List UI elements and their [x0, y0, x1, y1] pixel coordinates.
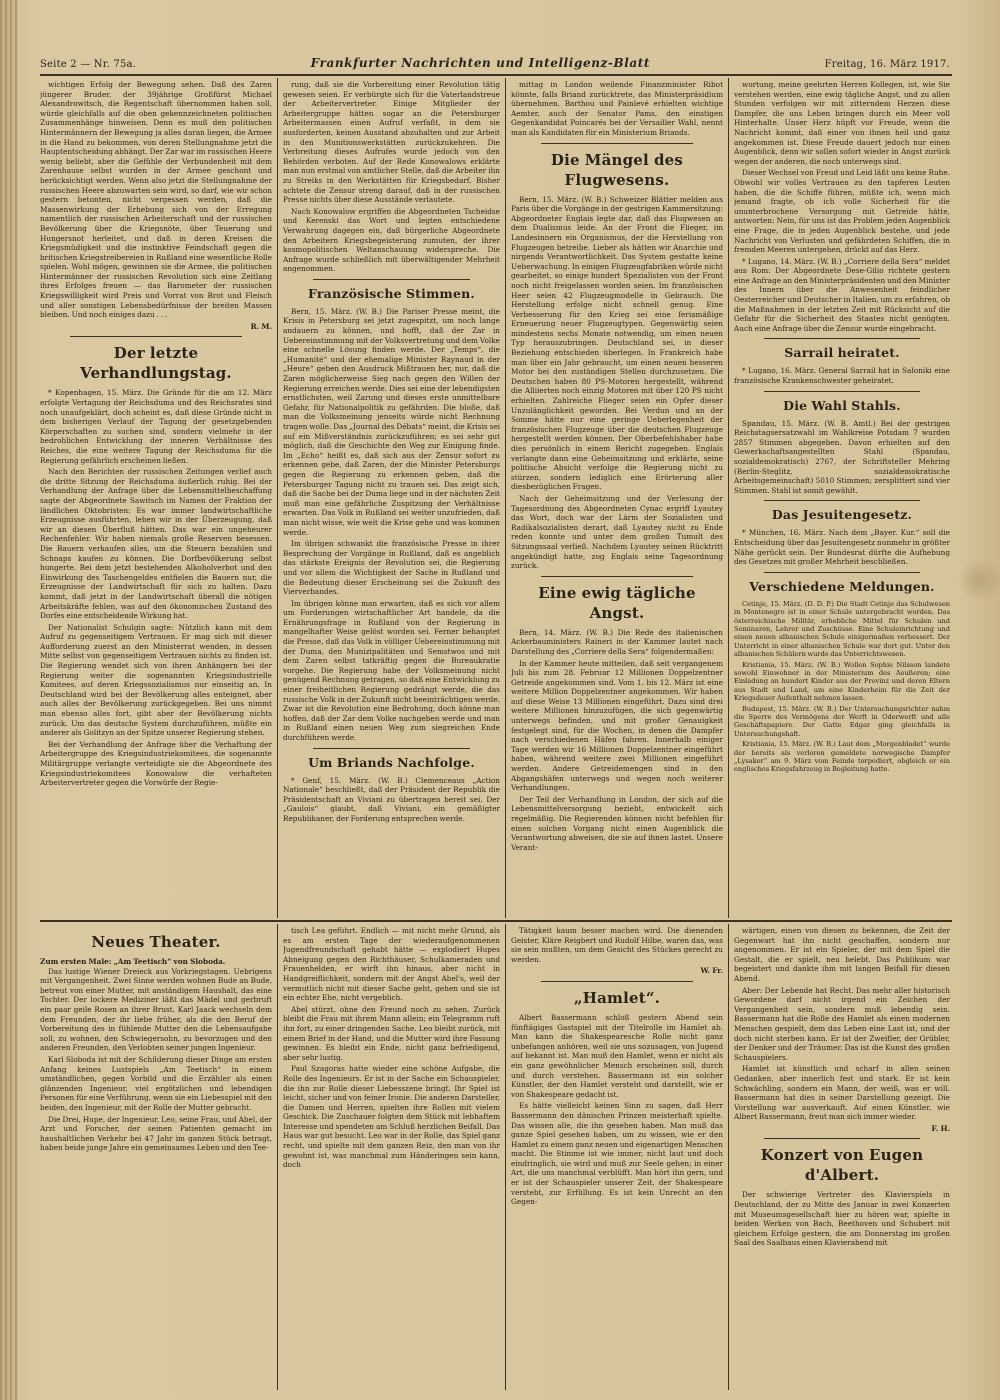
article-paragraph: * Genf, 15. März. (W. B.) Clemenceaus „Action Nationale“ beschließt, daß der Präsident der Republik die Präsidentschaft an Viviani zu übertragen bereit sei. Der „Gaulois“ glaubt, daß Viviani, ein gemäßigter Republikaner, der Forderung entsprechen werde.	[283, 775, 500, 823]
column-3	[511, 80, 723, 918]
masthead-rule	[40, 74, 952, 76]
article-paragraph: In der Kammer heute mitteilen, daß seit vergangenem Juli bis zum 28. Februar 12 Millionen Doppelzentner Getreide angekommen sind. Vom 1. bis 12. März ist eine weitere Million Doppelzentner angekommen. Wir haben auf diese Weise 13 Millionen eingeführt. Dazu sind drei weitere Millionen hinzuzufügen, die sich gegenwärtig unterwegs befinden, und mit großer Genauigkeit festgelegt sind, für die Wochen, in denen die Dampfer nach verschiedenen Häfen fahren. Innerhalb einiger Tage werden wir 16 Millionen Doppelzentner eingeführt haben, während weitere zwei Millionen eingeführt werden. Andere Getreidemengen sind in den Abgangshäfen unterwegs und wegen noch weiterer Verhandlungen.	[511, 658, 723, 793]
article-paragraph: * Lugano, 14. März. (W. B.) „Corriere della Sera“ meldet aus Rom: Der Abgeordnete Dese-Gilio richtete gestern eine Anfrage an den Ministerpräsidenten und den Minister des Innern über die Anwesenheit feindlicher Oesterreicher und Deutscher in Italien, um zu erfahren, ob die Maßnahmen in der letzten Zeit mit Rücksicht auf die Gefahr für die Sicherheit des Staates nicht genügten. Auch eine Anfrage über die Zensur wurde eingebracht.	[734, 256, 950, 333]
article-paragraph: mittag in London weilende Finanzminister Ribot könnte, falls Briand zurücktrete, das Ministerpräsidium übernehmen. Barthou und Painlevé erhielten wichtige Aemter, auch der Senator Pams, den einstigen Gegenkandidat Poincarés bei der Versailler Wahl, nennt man als Kandidaten für ein Ministerium Briands.	[511, 80, 723, 137]
article-paragraph: Spandau, 15. März. (W. B. Amtl.) Bei der gestrigen Reichstagsersatzwahl im Wahlkreise Potsdam 7 wurden 2857 Stimmen abgegeben. Davon erhielten auf den Gewerkschaftsangestellten Stahl (Spandau, sozialdemokratisch) 2767, der Schriftsteller Mehring (Berlin-Steglitz, sozialdemokratische Arbeitsgemeinschaft) 5010 Stimmen; zersplittert sind vier Stimmen. Stahl ist somit gewählt.	[734, 418, 950, 495]
article-divider	[764, 1138, 920, 1139]
article-divider	[764, 572, 920, 573]
article-paragraph: Bern, 15. März. (W. B.) Schweizer Blätter melden aus Paris über die Vorgänge in der gestrigen Kammersitzung: Abgeordneter Englais legte dar, daß das Flugwesen an dem Dualismus leide. An der Front die Flieger, im Landesinnern ein Organismus, der die Herstellung von Flugzeugen betreibe. Lieber als hätten wir Anarchie und nirgends Verantwortlichkeit. Das System gestatte keine Ueberwachung. In einigen Flugzeugfabriken würde nicht gearbeitet, so einige hundert Spezialisten von der Front noch nicht freigelassen worden seien. Im französischen Heer seien 42 Flugzeugmodelle in Gebrauch. Die Herstellung erfolge nicht schnell genug. Eine Verbesserung für den Krieg sei eine feriamäßige Erneuerung neuer Flugzeugtypen. Gegenwärtig seien mindestens sechs Monate notwendig, um einen neuen Typ herauszubringen. Deutschland sei, in dieser Beziehung entschieden überlegen. In Frankreich habe man über ein Jahr gebraucht, um einen neuen besseren Motor bei den zuständigen Stellen durchzusetzen. Die Deutschen haben 80 PS-Motoren hergestellt, während die Alliierten noch einzig Motoren mit über 120 PS nicht erhielten. Zahlreiche Flieger seien ein Opfer dieser Unzulänglichkeit geworden. Bei Verdun und an der Somme hätte nur eine geringe Ueberlegenheit der französischen Flugzeuge über die deutschen Flugzeuge hergestellt werden können. Der Oberbefehlshaber habe dies persönlich in einem Bericht zugegeben. Englais verlangte dann eine Geheimsitzung und erklärte, seine politische Absicht verfolge die Regierung nicht zu stürzen, sondern lediglich eine Erörterung aller diesbezüglichen Fragen.	[511, 194, 723, 492]
page-number: Seite 2 — Nr. 75a.	[40, 59, 137, 70]
article-paragraph: Cetinje, 15. März. (D. D. P.) Die Stadt Cetinje das Schulwesen in Montenegro ist in einer Schule untergebracht worden. Das österreichische Militär, erhebliche Mittel für Schulen und Seminaren, Lehrer und Zuschüsse. Eine Schuleinrichtung und einen neuen albanischen Schule einigermaßen verbessert. Der Unterricht in einer albanischen Schule war dort gut. Unter den albanischen Schülern wurde das Unterrichtswesen.	[734, 599, 950, 659]
article-paragraph: Hamlet ist künstlich und scharf in allen seinen Gedanken, aber innerlich fest und stark. Er ist kein Schwächling, sondern ein Mann, der weiß, was er will. Bassermann hat dies in seiner Darstellung gezeigt. Die Vorstellung war ausverkauft. Auf einen Künstler, wie Albert Bassermann, freut man sich immer wieder.	[734, 1064, 950, 1122]
article-headline: Die Mängel des Flugwesens.	[550, 150, 684, 189]
article-paragraph: Albert Bassermann schloß gestern Abend sein fünftägiges Gastspiel mit der Titelrolle im Hamlet ab. Man kann die Shakespearesche Rolle nicht ganz unbefangen anhören, weil sie uns sozusagen, von Jugend auf bekannt ist. Man muß den Hamlet, wenn er nicht als ein ganz gewöhnlicher Mensch erscheinen soll, durch und durch verstehen. Bassermann ist ein solcher Künstler, der den Hamlet versteht und darstellt, wie er von Shakespeare gedacht ist.	[511, 1012, 723, 1099]
column-rule	[728, 78, 729, 918]
column-2	[283, 80, 500, 918]
article-divider	[764, 500, 920, 501]
column-1	[40, 80, 272, 918]
article-headline: Der letzte Verhandlungstag.	[80, 344, 232, 383]
column-4	[734, 80, 950, 918]
article-paragraph: rung, daß sie die Vorbereitung einer Revolution tätig gewesen seien. Er verbürgte sich für die Vaterlandstreue der Arbeitervertreter. Einige Mitglieder der Arbeitergruppe hätten sogar an die Petersburger Arbeitermassen einen Aufruf verfaßt, in dem sie ausforderten, keinen Ausstand abzuhalten und zur Arbeit in den Munitionswerkstätten zurückzukehren. Die Verbreitung dieses Aufrufes wurde jedoch von den Behörden verboten. Auf der Rede Konowalows erklärte man nun erstmal von amtlicher Stelle, daß die Arbeiter ihn zu Streiks in den Werkstätten für Kriegsbedarf. Bisher achtete die Zensur streng darauf, daß in der russischen Presse nichts über diese Ausstände verlautete.	[283, 80, 500, 205]
article-divider	[70, 336, 242, 337]
article-paragraph: Nach den Berichten der russischen Zeitungen verlief auch die dritte Sitzung der Reichsduma äußerlich ruhig. Bei der Verhandlung der Anfrage über die Lebensmittelbeschaffung sagte der Abgeordnete Sawitsch im Namen der Fraktion der ländlichen Oktobristen: Es war immer landwirtschaftliche Erzeugnisse ausführten, leben wir in der Überzeugung, daß wir an diesen Überfluß hätten. Das war ein ungeheurer Rechenfehler. Wir haben niemals große Reserven besessen. Die Bauern verkaufen alles, um die Steuern bezahlen und Schnaps kaufen zu können. Die Dorfbevölkerung selbst hungerte. Bei dem jetzt bestehenden Alkoholverbot und den Einwirkung des Taschengeldes entfielen die Bauern nur, die Erzeugnisse der Landwirtschaft für sich zu halten. Dazu kommt, daß jetzt in der Landwirtschaft überall die nötigen Arbeitskräfte fehlen, was auf den ökonomischen Zustand des Dorfes eine entscheidende Wirkung hat.	[40, 467, 272, 621]
article-paragraph: Bern, 15. März. (W. B.) Die Pariser Presse meint, die Krisis in Petersburg sei jetzt zugespitzt, um noch lange andauern zu können, und hofft, daß der Zar in Uebereinstimmung mit der Volksvertretung und dem Volke eine schnelle Lösung finden werde. Der „Temps“, die „Humanité“ und der ehemalige Minister Raynaud in der „Heure“ geben den Ausdruck Mißtrauen her, nur, daß die Zaren möglicherweise Sieg nach gegen den Willen der Regierung erreichen werde. Dies sei eine der lebendigsten ernstlichsten, weil Zarung und dieses erste unmittelbare Gefahr, für Nationalpolitik zu gefährden. Die bloße, daß man die Volksmeinung jenseits würde nicht Rechnung tragen wolle. Das „Journal des Débats“ meint, die Krisis sei auf ein Mißverständnis zurückzuführen; es sei sehr gut möglich, daß die Geschichte den Weg zur Einigung finde. Im „Echo“ heißt es, daß sich aus der Zensur sofort zu erkennen gebe, daß Zaren, der die Minister Petersburgs gegen die Regierung zu erkennen geben, daß die Petersburger Tagung nicht zu trauen sei. Das zeigt sich, daß die Sache bei der Duma liege und in der nächsten Zeit muß man eine gefährliche Zuspitzung der Verhältnisse erwarten. Das Volk in Rußland sei weiter unzufrieden, daß man nicht wisse, wie weit die Krise gehe und was kommen werde.	[283, 306, 500, 537]
column-rule	[277, 78, 278, 918]
issue-date: Freitag, 16. März 1917.	[824, 59, 950, 70]
binding-spine	[0, 0, 18, 1400]
article-paragraph: tisch Lea geführt. Endlich — mit nicht mehr Grund, als es am ersten Tage der wiederaufgenommenen Jugendfreundschaft gehabt hätte — explodiert Hupes Abneigung gegen den Richthäuser, Schulkameraden und Frauenhelden, er wirft ihn hinaus, aber nicht in Handgreiflichkeit, sondern mit der Angst Abel's, weil der vermutlich nicht mit dieser Sache geht, gehen und sie ist ein echter Ehe, nicht vergeblich.	[283, 926, 500, 1003]
feuilleton-column-4	[734, 926, 950, 1390]
article-paragraph: Kristiania, 15. März. (W. B.) Laut dem „Morgenbladet“ wurde der bereits als verloren gemeldete norwegische Dampfer „Lysaker“ am 9. März vom Feinde torpediert, obgleich er ein englisches Kriegsfahrzeug in Begleitung hatte.	[734, 740, 950, 774]
article-divider	[764, 338, 920, 339]
masthead	[40, 56, 950, 72]
feuilleton-column-1	[40, 926, 272, 1390]
article-paragraph: Im übrigen schwankt die französische Presse in ihrer Besprechung der Vorgänge in Rußland, daß es angeblich das stärkste Ereignis der Revolution sei, die Regierung und vor allem die Wichtigkeit der Sache in Rußland und die Bedeutung dieser Erscheinung sei die Zukunft des Vierverbandes.	[283, 539, 500, 597]
article-paragraph: Karl Sloboda ist mit der Schilderung dieser Dinge am ersten Anfang keines Lustspiels „Am Teetisch“ in einem umständlichen, gegen Vorbild und die Erzähler als einen glänzenden Ingenieur, viel ergötzlichen und lebendigen Personen für eine Verführung, wenn sie ein Liebesspiel mit den beiden, den Ingenieur, mit der Rolle der Mutter gebracht.	[40, 1054, 272, 1112]
article-paragraph: Der Teil der Verhandlung in London, der sich auf die Lebensmittelversorgung bezieht, entwickelt sich regelmäßig. Die Regierenden können nicht befehlen für einen solchen Vorgang nicht einen Augenblick die Verantwortung abweisen, die sie auf ihnen lastet. Unsere Verant-	[511, 794, 723, 852]
article-headline: „Hamlet“.	[573, 988, 661, 1007]
article-paragraph: Es hätte vielleicht keinen Sinn zu sagen, daß Herr Bassermann den dänischen Prinzen meisterhaft spielte. Das wissen alle, die ihn gesehen haben. Man muß das ganze Spiel gesehen haben, um zu wissen, wie er den Hamlet zu einem ganz neuen und eigenartigen Menschen macht. Die Stimme ist wie immer, nicht laut und doch eindringlich, sie wird und muß zur Seele gehen; in einer Art, die uns manchmal verblüfft. Man hört ihn gern, und er ist der Schauspieler unserer Zeit, der Shakespeare versteht, zur Erfüllung. Es ist kein Unrecht an den Gegen-	[511, 1101, 723, 1207]
column-rule	[277, 924, 278, 1390]
feuilleton-column-2	[283, 926, 500, 1390]
article-paragraph: Aber: Der Lebende hat Recht. Das mehr aller historisch Gewordene darf nicht irgend ein Zeichen der Vergangenheit sein, sondern muß lebendig sein. Bassermann hat die Rolle des Hamlet als einen modernen Menschen gespielt, dem das Leben eine Last ist, und der doch nicht sterben kann. Er ist der Zweifler, der Grübler, der Denker und der Träumer. Das ist die Kunst des großen Schauspielers.	[734, 985, 950, 1062]
article-divider	[313, 748, 470, 749]
author-signature: W. Fr.	[700, 966, 723, 976]
article-paragraph: Dieser Wechsel von Freud und Leid läßt uns keine Ruhe. Obwohl wir volles Vertrauen zu den tapferen Leuten haben, die die Schiffe führen, müßte ich, wenn mich jemand fragte, ob ich volle Sicherheit für die ununterbrochene Versorgung mit Getreide hätte, antworten: Nein, für uns ist das Problem jeden Augenblick eine Frage, die in jeden Augenblick bestehe, und jede Nachricht von Verlusten und gefährdeten Schiffen, die in fremden Meeren untergehen, drückt auf das Herz.	[734, 168, 950, 255]
article-headline: Verschiedene Meldungen.	[749, 578, 935, 594]
newspaper-title: Frankfurter Nachrichten und Intelligenz-Blatt	[310, 56, 651, 70]
article-headline: Französische Stimmen.	[308, 285, 475, 301]
article-headline: Das Jesuitengesetz.	[771, 507, 913, 523]
article-paragraph: wortung, meine geehrten Herren Kollegen, ist, wie Sie verstehen werden, eine ewig tägliche Angst, und zu allen Stunden verfolgen wir mit zitterndem Herzen diese Dampfer, die uns Leben bringen durch ein Meer voll Hinterhalte. Unser Herz hüpft vor Freude, wenn die Nachricht kommt, daß einer von ihnen heil und ganz angekommen ist. Diese Freude dauert jedoch nur einen Augenblick, denn wir sollen sofort wieder in Angst zurück wegen der anderen, die noch unterwegs sind.	[734, 80, 950, 166]
article-paragraph: * Kopenhagen, 15. März. Die Gründe für die am 12. März erfolgte Vertagung der Reichsduma und des Reichsrates sind noch unaufgeklärt, doch scheint es, daß diese Gründe nicht in dem bisherigen Verlauf der Tagung der gesetzgebenden Körperschaften zu suchen sind, sondern vielmehr in der bedrohlichen Entwicklung der inneren Verhältnisse des Reiches, die eine weitere Tagung der Reichsduma für die Regierung gefährlich erscheinen ließen.	[40, 388, 272, 465]
article-headline: Eine ewig tägliche Angst.	[538, 583, 696, 622]
article-paragraph: * München, 16. März. Nach dem „Bayer. Kur.“ soll die Entscheidung über das Jesuitengesetz nunmehr in größter Nähe gerückt sein. Der Bundesrat dürfte die Aufhebung des Gesetzes mit großer Mehrheit beschließen.	[734, 528, 950, 567]
column-rule	[505, 924, 506, 1390]
article-paragraph: wärtigen, einen von diesen zu bekennen, die Zeit der Gegenwart hat ihn nicht geschaffen, sondern nur angenommen. Er ist ein Spieler, der mit dem Spiel die Gestalt, die er spielt, neu belebt. Das Publikum war begeistert und dankte ihm mit langen Beifall für diesen Abend.	[734, 926, 950, 983]
article-paragraph: Tätigkeit kaum besser machen wird. Die dienenden Geister, Kläre Reigbert und Rudolf Hilbe, waren das, was sie sein mußten, um dem Gesicht des Stückes gerecht zu werden.	[511, 926, 723, 964]
article-paragraph: Abel stürzt, ohne den Freund noch zu sehen. Zurück bleibt die Frau mit ihrem Mann allein; ein Telegramm ruft ihn fort, zu einer dringenden Sache. Leo bleibt zurück, mit einem Brief in der Hand, und die Mutter wird ihre Fassung gewinnen. Es bleibt ein Ende, nicht ganz befriedigend, aber sehr lustig.	[283, 1004, 500, 1062]
article-paragraph: Bern, 14. März. (W. B.) Die Rede des italienischen Ackerbauministers Raineri in der Kammer lautet nach Darstellung des „Corriere della Sera“ folgendermaßen:	[511, 627, 723, 656]
article-paragraph: Bei der Verhandlung der Anfrage über die Verhaftung der Arbeitergruppe des Kriegsindustriekomitees, die sogenannte Militärgruppe verlangte verteidigte sie die Abgeordnete des Kriegsindustriekomitees Konowalow die verhafteten Arbeitervertreter gegen die Vorwürfe der Regie-	[40, 739, 272, 788]
article-headline: Sarrail heiratet.	[784, 345, 900, 361]
article-paragraph: Der schwierige Vertreter des Klavierspiels in Deutschland, der zu Mitte des Januar in zwei Konzerten mit Museumsgesellschaft hier zu hören war, spielte in beiden Werken von Bach, Beethoven und Schubert mit gleichem Erfolge gestern, die am Donnerstag im großen Saal des Saalbaus einen Klavierabend mit	[734, 1190, 950, 1248]
article-divider	[764, 391, 920, 392]
article-paragraph: Paul Szagoras hatte wieder eine schöne Aufgabe, die Rolle des Ingenieurs. Er ist in der Sache ein Schauspieler, die ihn zur Rolle dieser Liebesszene bringt. Ihr Spiel ist leicht, sicher und von feiner Ironie. Die anderen Darsteller, die Damen und Herren, spielten ihre Rollen mit vielem Geschick. Die Zuschauer folgten dem Stück mit lebhaftem Interesse und spendeten am Schluß herzlichen Beifall. Das Haus war gut besucht. Leo war in der Rolle, das Spiel ganz recht, und spielte mit dem ganzen Reiz, den man von ihr gewohnt ist, was manchmal zum Händeringen sein kann, doch	[283, 1064, 500, 1170]
article-headline: Um Briands Nachfolge.	[308, 754, 475, 770]
article-headline: Die Wahl Stahls.	[783, 397, 901, 413]
article-paragraph: wichtigen Erfolg der Bewegung sehen. Daß des Zaren jüngerer Bruder, der 39jährige Großfürst Michael Alexandrowitsch, die Regentschaft übernommen haben soll, würde gleichfalls auf die oben gekennzeichneten politischen Zusammenhänge hinweisen. Denn es muß den politischen Hintermännern der Bewegung ja alles daran liegen, die Armee in die Hand zu bekommen, von deren Stellungnahme jetzt die Hauptentscheidung abhängt. Der Zar war im russischen Heere wenig beliebt, aber die Gefühle der Verbundenheit mit dem Zarenhause selbst wurden in der Armee geschont und berücksichtigt werden. Wenn also jetzt die Stellungnahme der russischen Heere abzuwarten sein wird, so darf, wie wir schon gestern betonten, nicht vergessen werden, daß die Massenwirkung der Erhebung sich von der Erregung namentlich der russischen Arbeiterschaft und der russischen Bevölkerung über die Kriegsnöte, über Teuerung und Hungersnot herleitet, und daß in deren Kreisen die Kriegsmüdigkeit und die instinktive Feindschaft gegen die britischen Kriegstreibereien in Rußland eine wesentliche Rolle spielen. Wohl mögen, gewinnen sie die Armee, die politischen Hintermänner der russischen Revolution sich eine Zeitlang ihres Erfolges freuen — das Barometer der russischen Kriegswilligkeit wird Preis und Vorrat von Brot und Fleisch und aller sonstigen Lebensbedürfnisse der breiten Massen bleiben. Und noch einiges dazu . . .	[40, 80, 272, 320]
feuilleton-column-3	[511, 926, 723, 1390]
paper-stain	[955, 560, 1000, 600]
article-divider	[541, 981, 693, 982]
article-paragraph: Das lustige Wiener Dreieck aus Vorkriegstagen. Uebrigens mit Vergangenheit. Zwei Sinne werden wohnen Bude an Bude, betreut von einer Mutter, mit anständigem Haushalt, das eine Tochter. Der lockere Mediziner läßt das Mädel und gerbruft ein paar geile Rosen an ihrer Brust. Karl Jaack wechseln dem dem Freunden, der ihr liebe früher, als die den Beruf der Vorbereitung des in fühlende Mutter den die Lebensaufgabe soll, zu wohnen, den Schwiegersohn, zu bevorzugen und den anderen Freunden, den Verlobten seiner jungen Ingenieur.	[40, 966, 272, 1053]
article-paragraph: Der Nationalist Schulgin sagte: Nützlich kann mit dem Aufruf zu gegenseitigem Vertrauen. Er mag sich mit dieser Aufforderung zuerst an den Ministerrat wenden, in dessen Mitte selbst von gegenseitigem Vertrauen nichts zu finden ist. Die Regierung wendet sich von ihren Anhängern bei der Regierung weiter die sogenannten Kriegsindustrielle Komitees, auf deren Kriegssozialismus nur einseitig an. In Deutschland wird bei der Bevölkerung alles enteignet, aber auch alles der Bevölkerung zurückgegeben. Bei uns nimmt man ebenso alles fort, gibt aber der Bevölkerung nichts zurück. Um das deutsche System durchzuführen, müßte ein anderer als Golitzyn an der Spitze unserer Regierung stehen.	[40, 622, 272, 738]
column-rule	[728, 924, 729, 1390]
article-headline: Konzert von Eugen d'Albert.	[760, 1146, 924, 1185]
article-divider	[541, 143, 693, 144]
column-rule	[505, 78, 506, 918]
article-paragraph: * Lugano, 16. März. General Sarrail hat in Saloniki eine französische Krankenschwester geheiratet.	[734, 366, 950, 386]
author-signature: R. M.	[250, 321, 272, 331]
author-signature: F. H.	[931, 1123, 950, 1133]
article-paragraph: Im übrigen könne man erwarten, daß es sich vor allem um Forderungen wirtschaftlicher Art handele, da die Ernährungsfrage in Rußland von der Regierung in mangelhafter Weise gelöst worden sei. Ferner behauptet die Presse, daß das Volk in völliger Uebereinstimmung mit der Duma, den Munizipalitäten und Semstwos und mit dem Zaren selbst tatkräftig gegen die Bureaukratie vorgehe. Die Regierung habe der Volksmeinung nicht genügend Rechnung getragen, so daß eine Entwicklung zu einer freiheitlichen Regierung gedrängt werde, die das russische Volk in der Zukunft nicht beeinträchtigen werde. Zwar ist die Revolution eine Bedrohung, doch könne man hoffen, daß der Zar dem Volke nachgeben werde und man in Rußland einen neuen Weg zum siegreichen Ende durchführen werde.	[283, 598, 500, 742]
article-paragraph: Nach Konowalow ergriffen die Abgeordneten Tscheidse und Kerenski das Wort und legten entschiedene Verwahrung dagegen ein, daß bürgerliche Abgeordnete den Arbeitern Kriegsbegeisterung zumuten, der ihrer kosmopolitischen Weltanschauung widerspreche. Die Anfrage wurde schließlich mit überwältigender Mehrheit angenommen.	[283, 206, 500, 274]
article-paragraph: Die Drei, Hupe, der Ingenieur, Leo, seine Frau, und Abel, der Arzt und Forscher, der seinen Patienten gemacht im haushaltlichen Verkehr bei 47 Jahr im ganzen Stück betragt, haben beide junge Jahre ein gemeinsames Leben und den Tee-	[40, 1114, 272, 1153]
article-paragraph: Budapest, 15. März. (W. B.) Der Untersuchungsrichter nahm die Sperre des Vermögens der Werft in Oderwerft und alle Geschäftspapiere. Der Gatte Edgar ging gleichfalls in Untersuchungshaft.	[734, 704, 950, 738]
article-subheading: Zum ersten Male: „Am Teetisch“ von Sloboda.	[40, 957, 226, 966]
article-divider	[541, 576, 693, 577]
section-rule	[40, 920, 952, 922]
article-headline: Neues Theater.	[91, 933, 221, 951]
article-paragraph: Nach der Geheimsitzung und der Verlesung der Tagesordnung des Abgeordneten Cynac ergriff Lyautey das Wort, doch war der Lärm der Sozialisten und Radikalsozialisten derart, daß Lyautey nicht zu Ende reden konnte und unter dem großen Tumult des Sitzungssaal verließ. Nachdem Lyautey seinen Rücktritt angekündigt hatte, zog Englais seine Tagesordnung zurück.	[511, 493, 723, 571]
article-paragraph: Kristiania, 15. März. (W. B.) Wollen Sophie Nilsson landete sowohl Einwohner in der Ministerium des Aeußeren; eine Einladung an hundert Kinder aus der Provinz und deren Eltern aus Stadt und Land, um eine Kinderheim für die Zeit der Kriegsdauer Aufenthalt nehmen lassen.	[734, 660, 950, 703]
article-divider	[313, 279, 470, 280]
